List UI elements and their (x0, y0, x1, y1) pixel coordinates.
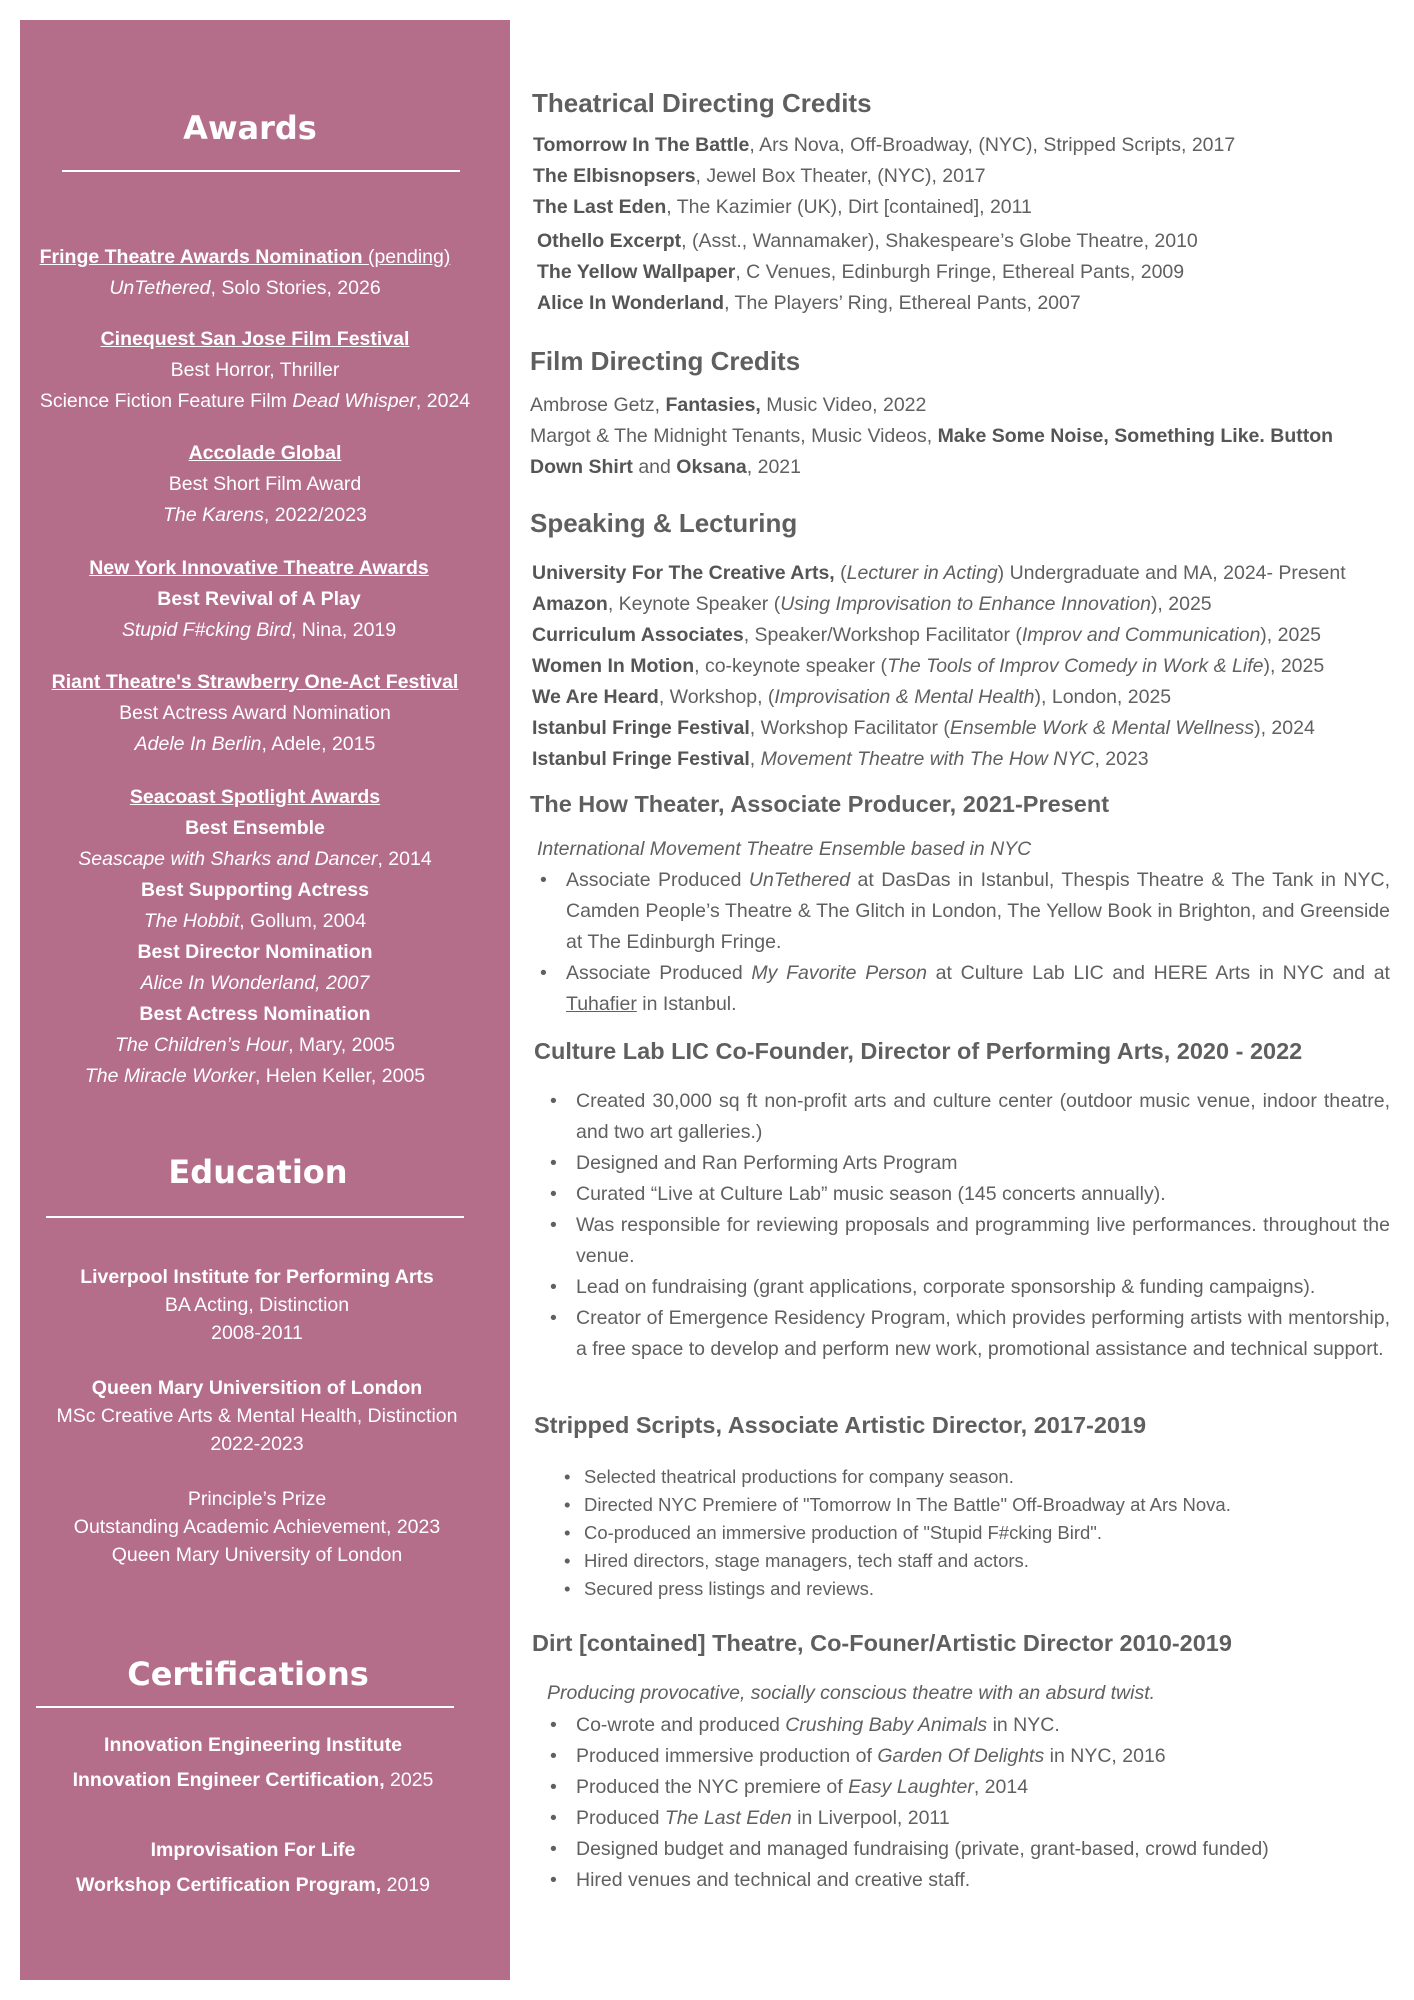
credit-item (533, 161, 1235, 192)
list-item (530, 865, 1390, 958)
theatrical-list (533, 130, 1235, 223)
education-years: 2008-2011 (211, 1322, 303, 1344)
culture-lab-heading: Culture Lab LIC Co-Founder, Director of Performing Arts, 2020 - 2022 (534, 1038, 1303, 1064)
credit-detail: , The Kazimier (UK), Dirt [contained], 2011 (666, 196, 1032, 218)
bullet-work: Garden Of Delights (877, 1745, 1045, 1767)
speaking-detail: ), London, 2025 (1034, 686, 1172, 708)
film-title: Make Some Noise, Something Like. Button (937, 425, 1334, 447)
credit-item (537, 257, 1198, 288)
speaking-role: , Workshop, ( (658, 686, 775, 708)
list-item: • Selected theatrical productions for company season. (554, 1463, 1394, 1491)
film-list (530, 390, 1333, 483)
credit-detail: , Ars Nova, Off-Broadway, (NYC), Stripped Scripts, 2017 (749, 134, 1236, 156)
award-detail: , 2014 (377, 848, 432, 870)
award-detail: , Mary, 2005 (288, 1034, 395, 1056)
award-category: Best Revival of A Play (157, 588, 361, 610)
credit-title: The Elbisnopsers (533, 165, 696, 187)
award-work: Seascape with Sharks and Dancer (78, 848, 378, 870)
cert-improvisation (8, 1833, 498, 1903)
film-artist: Margot & The Midnight Tenants, Music Videos, (530, 425, 938, 447)
bullet-text: Associate Produced (566, 962, 752, 984)
award-work: The Children’s Hour (115, 1034, 289, 1056)
award-detail: , 2022/2023 (263, 504, 367, 526)
cert-name: Innovation Engineer Certification, (72, 1769, 385, 1791)
award-title: New York Innovative Theatre Awards (89, 557, 429, 579)
education-degree: MSc Creative Arts & Mental Health, Distinction (56, 1405, 458, 1427)
award-seacoast (10, 782, 500, 1092)
award-category: Best Horror, Thriller (170, 359, 340, 381)
award-detail: , Adele, 2015 (261, 733, 376, 755)
list-item (540, 1710, 1390, 1741)
dirt-heading: Dirt [contained] Theatre, Co-Founer/Artistic Director 2010-2019 (532, 1630, 1232, 1656)
speaking-item (532, 589, 1346, 620)
award-title: Cinequest San Jose Film Festival (100, 328, 410, 350)
credit-item (537, 226, 1198, 257)
how-theater-description: International Movement Theatre Ensemble based in NYC (537, 838, 1032, 860)
cert-name: Workshop Certification Program, (76, 1874, 382, 1896)
speaking-org: University For The Creative Arts, (532, 562, 835, 584)
speaking-topic: Ensemble Work & Mental Wellness (949, 717, 1255, 739)
film-title: Fantasies, (665, 394, 761, 416)
bullet-work: My Favorite Person (751, 962, 927, 984)
bullet-text: , 2014 (973, 1776, 1029, 1798)
list-item: • Designed and Ran Performing Arts Program (540, 1148, 1390, 1179)
certifications-heading: Certifications (127, 1655, 369, 1693)
film-detail: , 2021 (746, 456, 801, 478)
award-nyita (14, 553, 504, 646)
speaking-item (532, 682, 1346, 713)
speaking-topic: Improvisation & Mental Health (774, 686, 1035, 708)
theatrical-heading: Theatrical Directing Credits (532, 88, 872, 118)
credit-title: Tomorrow In The Battle (533, 134, 750, 156)
credit-detail: , The Players’ Ring, Ethereal Pants, 2007 (724, 292, 1081, 314)
bullet-text: Designed budget and managed fundraising (private, grant-based, crowd funded) (576, 1838, 1269, 1860)
award-fringe (0, 242, 490, 304)
speaking-detail: , 2023 (1094, 748, 1149, 770)
award-work: The Hobbit (143, 910, 240, 932)
list-item: • Curated “Live at Culture Lab” music season (145 concerts annually). (540, 1179, 1390, 1210)
speaking-org: Women In Motion (532, 655, 695, 677)
dirt-description: Producing provocative, socially conscious theatre with an absurd twist. (547, 1682, 1156, 1704)
credit-title: Othello Excerpt (537, 230, 682, 252)
award-detail: , 2024 (415, 390, 471, 412)
award-riant (10, 667, 500, 760)
speaking-topic: Lecturer in Acting (846, 562, 998, 584)
list-item (540, 1772, 1390, 1803)
cert-year: 2025 (384, 1769, 434, 1791)
education-school: Principle’s Prize (187, 1488, 327, 1510)
speaking-topic: The Tools of Improv Comedy in Work & Life (887, 655, 1264, 677)
speaking-item (532, 558, 1346, 589)
film-heading: Film Directing Credits (530, 346, 801, 376)
education-heading: Education (168, 1153, 348, 1191)
film-title: Down Shirt (530, 456, 633, 478)
list-item: • Lead on fundraising (grant applications, corporate sponsorship & funding campaigns). (540, 1272, 1390, 1303)
bullet-text: at DasDas in Istanbul, Thespis Theatre & The Tank in NYC, Camden People’s Theatre & The Glitch in London, The Yellow Book in Brighton, and Greenside at The Edinburgh Fringe. (566, 869, 1390, 953)
award-detail: , Gollum, 2004 (239, 910, 367, 932)
speaking-org: Amazon (532, 593, 608, 615)
speaking-item (532, 651, 1346, 682)
speaking-detail: ), 2025 (1150, 593, 1212, 615)
speaking-role: , co-keynote speaker ( (694, 655, 888, 677)
award-title: Riant Theatre's Strawberry One-Act Festival (51, 671, 459, 693)
award-cinequest (10, 324, 500, 417)
bullet-text: in NYC. (987, 1714, 1060, 1736)
award-work: Dead Whisper (292, 390, 416, 412)
speaking-item (532, 713, 1346, 744)
education-prize (12, 1485, 502, 1569)
award-title: Accolade Global (188, 442, 342, 464)
credit-item (533, 192, 1235, 223)
speaking-list (532, 558, 1346, 775)
award-title-suffix: (pending) (362, 246, 451, 268)
speaking-org: Istanbul Fringe Festival (532, 748, 750, 770)
credit-title: The Last Eden (533, 196, 667, 218)
bullet-work: UnTethered (748, 869, 851, 891)
list-item: • Created 30,000 sq ft non-profit arts and culture center (outdoor music venue, indoor theatre, and two art galleries.) (540, 1086, 1390, 1148)
award-category: Best Actress Award Nomination (119, 702, 391, 724)
dirt-bullets (540, 1710, 1390, 1896)
speaking-org: Curriculum Associates (532, 624, 744, 646)
bullet-text: Produced (576, 1807, 665, 1829)
education-degree: BA Acting, Distinction (164, 1294, 350, 1316)
awards-heading: Awards (183, 109, 317, 147)
list-item (540, 1865, 1390, 1896)
list-item (530, 958, 1390, 1020)
list-item (540, 1741, 1390, 1772)
bullet-text: at Culture Lab LIC and HERE Arts in NYC and at (926, 962, 1390, 984)
theatrical-list-cont (537, 226, 1198, 319)
award-category: Best Supporting Actress (141, 879, 369, 901)
award-category: Best Short Film Award (168, 473, 362, 495)
speaking-role: ( (834, 562, 847, 584)
bullet-work: The Last Eden (664, 1807, 792, 1829)
list-item: • Secured press listings and reviews. (554, 1575, 1394, 1603)
award-work: The Miracle Worker (84, 1065, 255, 1087)
award-accolade (20, 438, 510, 531)
award-work: Adele In Berlin (134, 733, 262, 755)
cert-year: 2019 (381, 1874, 430, 1896)
sidebar (20, 20, 510, 1980)
credit-detail: , Jewel Box Theater, (NYC), 2017 (695, 165, 986, 187)
bullet-text: Co-wrote and produced (576, 1714, 786, 1736)
speaking-detail: ), 2025 (1260, 624, 1322, 646)
speaking-role: , (749, 748, 761, 770)
award-detail: , Solo Stories, 2026 (210, 277, 381, 299)
list-item: • Directed NYC Premiere of "Tomorrow In The Battle" Off-Broadway at Ars Nova. (554, 1491, 1394, 1519)
list-item: • Hired directors, stage managers, tech staff and actors. (554, 1547, 1394, 1575)
education-divider (46, 1216, 464, 1218)
credit-title: Alice In Wonderland (537, 292, 725, 314)
credit-title: The Yellow Wallpaper (537, 261, 736, 283)
film-title: Oksana (676, 456, 747, 478)
certifications-divider (36, 1706, 454, 1708)
award-title: Fringe Theatre Awards Nomination (39, 246, 363, 268)
speaking-detail: ), 2024 (1254, 717, 1315, 739)
list-item: • Co-produced an immersive production of "Stupid F#cking Bird". (554, 1519, 1394, 1547)
education-degree: Outstanding Academic Achievement, 2023 (73, 1516, 441, 1538)
speaking-detail: ), 2025 (1263, 655, 1325, 677)
stripped-heading: Stripped Scripts, Associate Artistic Director, 2017-2019 (534, 1412, 1147, 1438)
speaking-topic: Using Improvisation to Enhance Innovation (780, 593, 1151, 615)
speaking-org: Istanbul Fringe Festival (532, 717, 750, 739)
how-theater-heading: The How Theater, Associate Producer, 2021-Present (530, 791, 1110, 817)
award-detail: , Nina, 2019 (290, 619, 397, 641)
education-years: 2022-2023 (210, 1433, 304, 1455)
speaking-detail: ) Undergraduate and MA, 2024- Present (997, 562, 1346, 584)
bullet-text: Associate Produced (566, 869, 749, 891)
list-item (540, 1803, 1390, 1834)
credit-item (533, 130, 1235, 161)
speaking-role: , Speaker/Workshop Facilitator ( (743, 624, 1022, 646)
education-queen-mary (12, 1374, 502, 1458)
education-school: Liverpool Institute for Performing Arts (80, 1266, 434, 1288)
award-work: Stupid F#cking Bird (121, 619, 291, 641)
award-title: Seacoast Spotlight Awards (129, 786, 381, 808)
award-category-cont: Science Fiction Feature Film (39, 390, 293, 412)
education-school: Queen Mary Universition of London (91, 1377, 423, 1399)
speaking-topic: Improv and Communication (1021, 624, 1261, 646)
award-work: Alice In Wonderland, 2007 (140, 972, 370, 994)
list-item (540, 1834, 1390, 1865)
speaking-org: We Are Heard (532, 686, 659, 708)
cert-org: Improvisation For Life (150, 1839, 356, 1861)
credit-detail: , (Asst., Wannamaker), Shakespeare’s Globe Theatre, 2010 (681, 230, 1198, 252)
speaking-topic: Movement Theatre with The How NYC (760, 748, 1095, 770)
award-work: UnTethered (109, 277, 211, 299)
bullet-text: Produced the NYC premiere of (576, 1776, 849, 1798)
bullet-text: in Liverpool, 2011 (791, 1807, 950, 1829)
speaking-heading: Speaking & Lecturing (530, 508, 798, 538)
list-item: • Creator of Emergence Residency Program, which provides performing artists with mentorship, a free space to develop and perform new work, promotional assistance and technical support. (540, 1303, 1390, 1365)
credit-item (537, 288, 1198, 319)
bullet-text: in Istanbul. (636, 993, 737, 1015)
award-category: Best Director Nomination (137, 941, 373, 963)
tuhafier-link[interactable]: Tuhafier (566, 993, 637, 1015)
main-content (530, 0, 1394, 2000)
culture-lab-bullets (540, 1086, 1390, 1365)
award-detail: , Helen Keller, 2005 (254, 1065, 426, 1087)
education-liverpool (12, 1263, 502, 1347)
bullet-work: Easy Laughter (848, 1776, 974, 1798)
bullet-text: in NYC, 2016 (1044, 1745, 1166, 1767)
awards-divider (62, 170, 460, 172)
how-theater-bullets (530, 865, 1390, 1020)
bullet-work: Crushing Baby Animals (785, 1714, 988, 1736)
education-years: Queen Mary University of London (111, 1544, 403, 1566)
speaking-role: , Workshop Facilitator ( (749, 717, 950, 739)
bullet-text: Hired venues and technical and creative staff. (576, 1869, 971, 1891)
film-artist: Ambrose Getz, (530, 394, 666, 416)
speaking-item (532, 620, 1346, 651)
speaking-item (532, 744, 1346, 775)
speaking-role: , Keynote Speaker ( (607, 593, 781, 615)
film-conjunction: and (632, 456, 677, 478)
list-item: • Was responsible for reviewing proposals and programming live performances. throughout the venue. (540, 1210, 1390, 1272)
credit-detail: , C Venues, Edinburgh Fringe, Ethereal Pants, 2009 (735, 261, 1185, 283)
award-work: The Karens (163, 504, 264, 526)
bullet-text: Produced immersive production of (576, 1745, 878, 1767)
cert-innovation (8, 1728, 498, 1798)
cert-org: Innovation Engineering Institute (104, 1734, 402, 1756)
award-category: Best Ensemble (185, 817, 325, 839)
award-category: Best Actress Nomination (139, 1003, 371, 1025)
film-detail: Music Video, 2022 (760, 394, 927, 416)
stripped-bullets (554, 1463, 1394, 1603)
